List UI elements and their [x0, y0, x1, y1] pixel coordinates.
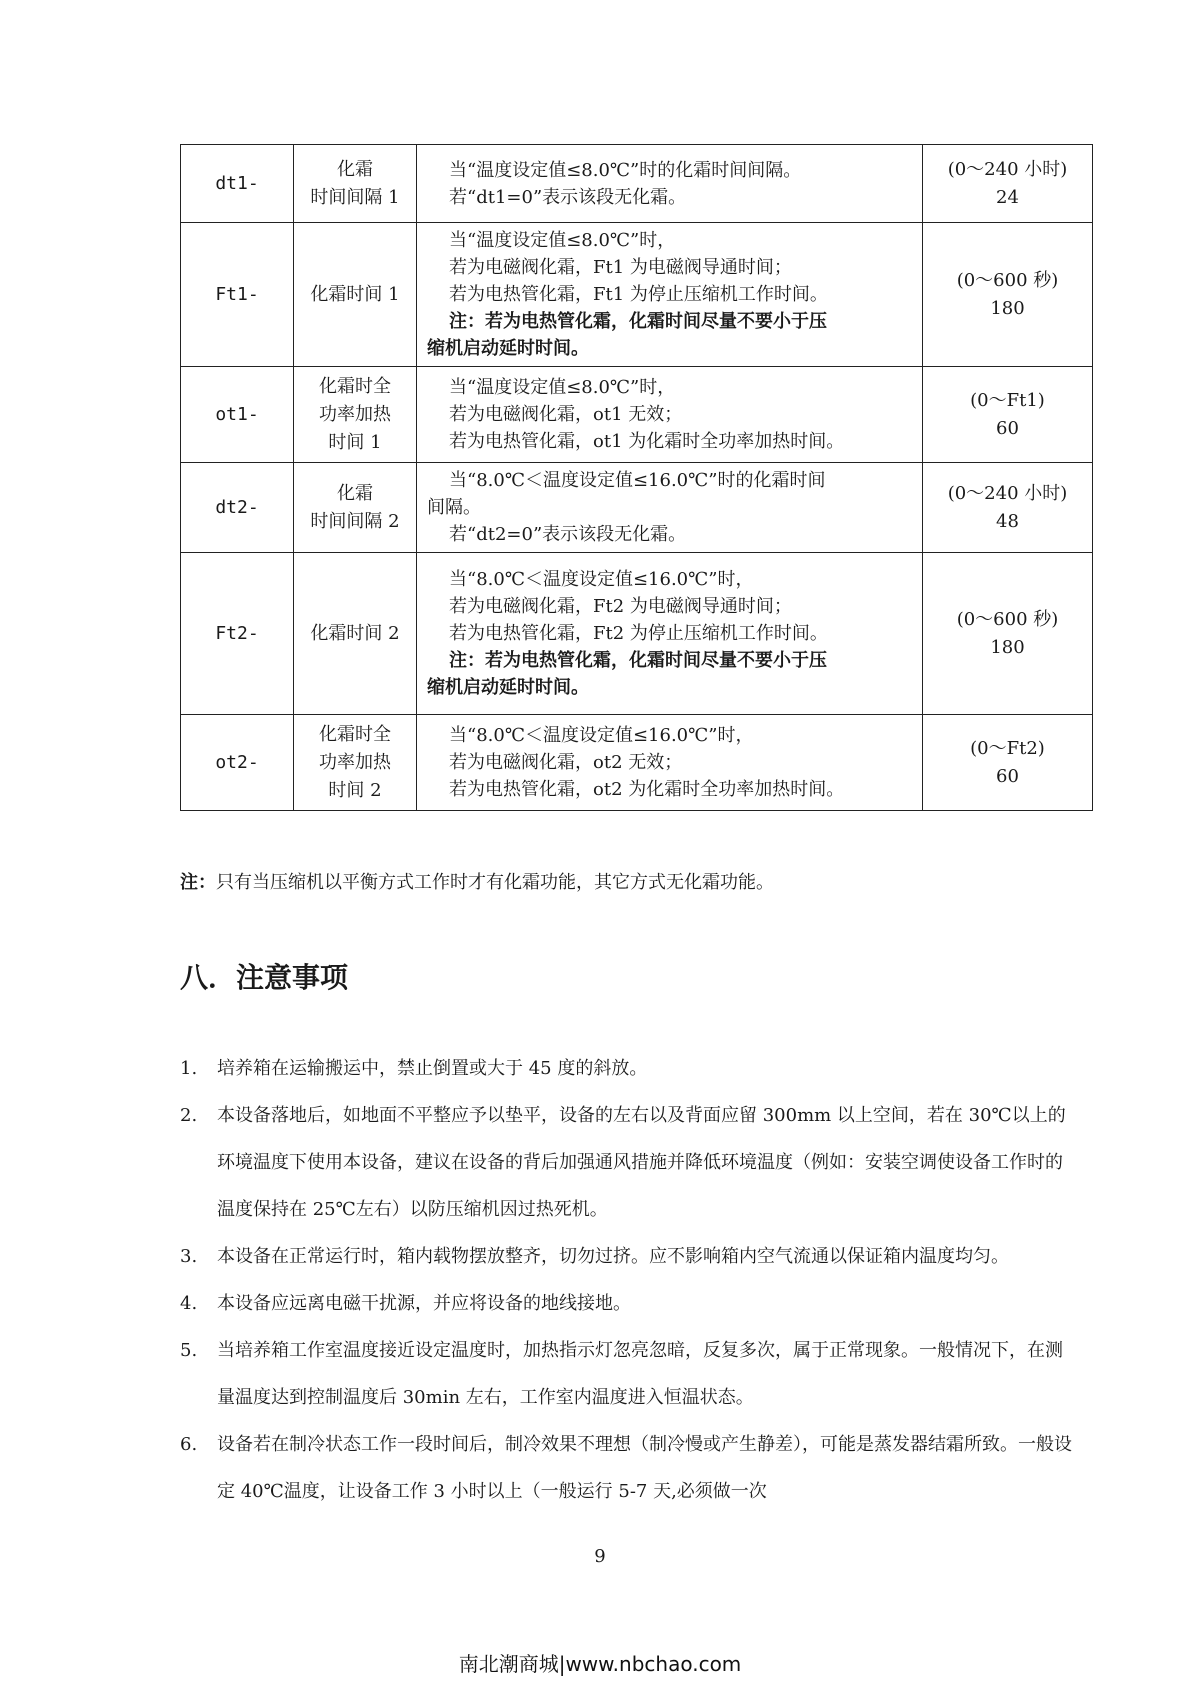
param-name: [294, 715, 417, 811]
default-value: 48: [996, 510, 1019, 532]
param-description: [417, 715, 923, 811]
param-range: [923, 463, 1093, 553]
param-description: [417, 463, 923, 553]
default-value: 60: [996, 765, 1019, 787]
description-line: 注：若为电热管化霜，化霜时间尽量不要小于压: [449, 650, 827, 671]
list-item-number: 3.: [180, 1246, 198, 1267]
list-item-text: 本设备应远离电磁干扰源，并应将设备的地线接地。: [217, 1293, 631, 1314]
param-name: [294, 367, 417, 463]
param-name-line: 化霜时全: [319, 375, 391, 397]
description-line: 若为电磁阀化霜，Ft2 为电磁阀导通时间；: [449, 596, 792, 617]
param-code: Ft1-: [181, 223, 294, 367]
table-row: [181, 223, 1093, 367]
description-line: 当“8.0℃＜温度设定值≤16.0℃”时，: [449, 725, 754, 746]
description-line: 若为电热管化霜，Ft2 为停止压缩机工作时间。: [449, 623, 828, 644]
param-name: [294, 553, 417, 715]
list-item-number: 4.: [180, 1293, 198, 1314]
table-row: [181, 367, 1093, 463]
param-name-line: 化霜: [337, 482, 373, 504]
param-name-line: 化霜时间 2: [310, 622, 400, 644]
param-name-line: 功率加热: [319, 751, 391, 773]
list-item-text: 设备若在制冷状态工作一段时间后，制冷效果不理想（制冷慢或产生静差），可能是蒸发器结霜所致。一般设定 40℃温度，让设备工作 3 小时以上（一般运行 5-7 天,必须做一次: [217, 1434, 1072, 1502]
description-line: 当“8.0℃＜温度设定值≤16.0℃”时，: [449, 569, 754, 590]
range-text: (0～Ft2): [970, 737, 1045, 759]
table-row: [181, 553, 1093, 715]
list-item-text: 本设备落地后，如地面不平整应予以垫平，设备的左右以及背面应留 300mm 以上空间，若在 30℃以上的环境温度下使用本设备，建议在设备的背后加强通风措施并降低环境温度（例如：安装空调使设备工作时的温度保持在 25℃左右）以防压缩机因过热死机。: [217, 1105, 1066, 1220]
param-description: [417, 145, 923, 223]
list-item-number: 6.: [180, 1434, 198, 1455]
description-line: 当“温度设定值≤8.0℃”时，: [449, 377, 676, 398]
param-code: dt1-: [181, 145, 294, 223]
param-name-line: 化霜时间 1: [310, 283, 400, 305]
description-line: 若“dt1=0”表示该段无化霜。: [449, 186, 687, 208]
description-line: 当“温度设定值≤8.0℃”时的化霜时间间隔。: [449, 159, 802, 181]
description-line: 当“温度设定值≤8.0℃”时，: [449, 230, 676, 251]
description-line: 当“8.0℃＜温度设定值≤16.0℃”时的化霜时间: [449, 470, 826, 491]
range-text: (0～Ft1): [970, 389, 1045, 411]
table-note-text: 只有当压缩机以平衡方式工作时才有化霜功能，其它方式无化霜功能。: [216, 872, 774, 893]
list-item: [180, 1280, 1080, 1327]
param-range: [923, 367, 1093, 463]
param-code: Ft2-: [181, 553, 294, 715]
default-value: 24: [996, 186, 1019, 208]
param-description: [417, 367, 923, 463]
section-heading: 八．注意事项: [180, 961, 349, 994]
default-value: 180: [990, 636, 1025, 658]
description-line: 若为电热管化霜，Ft1 为停止压缩机工作时间。: [449, 284, 828, 305]
list-item-text: 本设备在正常运行时，箱内载物摆放整齐，切勿过挤。应不影响箱内空气流通以保证箱内温度均匀。: [217, 1246, 1009, 1267]
table-note-label: 注：: [180, 872, 216, 893]
list-item: [180, 1327, 1080, 1421]
notice-list: [180, 1045, 1080, 1515]
table-note: [180, 868, 774, 894]
default-value: 60: [996, 417, 1019, 439]
description-line: 若为电磁阀化霜，ot2 无效；: [449, 752, 683, 773]
param-name-line: 时间间隔 2: [310, 510, 400, 532]
description-line: 若为电热管化霜，ot1 为化霜时全功率加热时间。: [449, 431, 845, 452]
param-range: [923, 145, 1093, 223]
param-range: [923, 223, 1093, 367]
param-name-line: 化霜时全: [319, 723, 391, 745]
list-item-text: 当培养箱工作室温度接近设定温度时，加热指示灯忽亮忽暗，反复多次，属于正常现象。一般情况下，在测量温度达到控制温度后 30min 左右，工作室内温度进入恒温状态。: [217, 1340, 1063, 1408]
table-row: [181, 145, 1093, 223]
list-item-text: 培养箱在运输搬运中，禁止倒置或大于 45 度的斜放。: [217, 1058, 648, 1079]
range-text: (0～600 秒): [956, 269, 1059, 291]
param-name-line: 时间 1: [328, 431, 382, 453]
description-line: 注：若为电热管化霜，化霜时间尽量不要小于压: [449, 311, 827, 332]
description-line: 若为电磁阀化霜，Ft1 为电磁阀导通时间；: [449, 257, 792, 278]
page-number: 9: [594, 1546, 606, 1567]
param-name-line: 化霜: [337, 158, 373, 180]
param-range: [923, 553, 1093, 715]
description-line: 若“dt2=0”表示该段无化霜。: [449, 524, 687, 545]
param-name-line: 时间间隔 1: [310, 186, 400, 208]
param-name-line: 功率加热: [319, 403, 391, 425]
table-row: [181, 463, 1093, 553]
param-description: [417, 553, 923, 715]
list-item: [180, 1045, 1080, 1092]
range-text: (0～240 小时): [947, 158, 1068, 180]
parameter-table: [180, 144, 1093, 811]
param-code: dt2-: [181, 463, 294, 553]
param-range: [923, 715, 1093, 811]
description-line: 若为电热管化霜，ot2 为化霜时全功率加热时间。: [449, 779, 845, 800]
list-item: [180, 1421, 1080, 1515]
param-name: [294, 463, 417, 553]
param-description: [417, 223, 923, 367]
range-text: (0～600 秒): [956, 608, 1059, 630]
list-item-number: 2.: [180, 1105, 198, 1126]
list-item-number: 1.: [180, 1058, 198, 1079]
description-line: 缩机启动延时时间。: [427, 338, 589, 359]
param-name-line: 时间 2: [328, 779, 382, 801]
param-name: [294, 223, 417, 367]
footer-watermark: 南北潮商城|www.nbchao.com: [458, 1652, 742, 1676]
description-line: 缩机启动延时时间。: [427, 677, 589, 698]
param-code: ot1-: [181, 367, 294, 463]
list-item: [180, 1233, 1080, 1280]
param-code: ot2-: [181, 715, 294, 811]
description-line: 间隔。: [427, 497, 481, 518]
table-row: [181, 715, 1093, 811]
list-item-number: 5.: [180, 1340, 198, 1361]
description-line: 若为电磁阀化霜，ot1 无效；: [449, 404, 683, 425]
default-value: 180: [990, 297, 1025, 319]
list-item: [180, 1092, 1080, 1233]
range-text: (0～240 小时): [947, 482, 1068, 504]
param-name: [294, 145, 417, 223]
